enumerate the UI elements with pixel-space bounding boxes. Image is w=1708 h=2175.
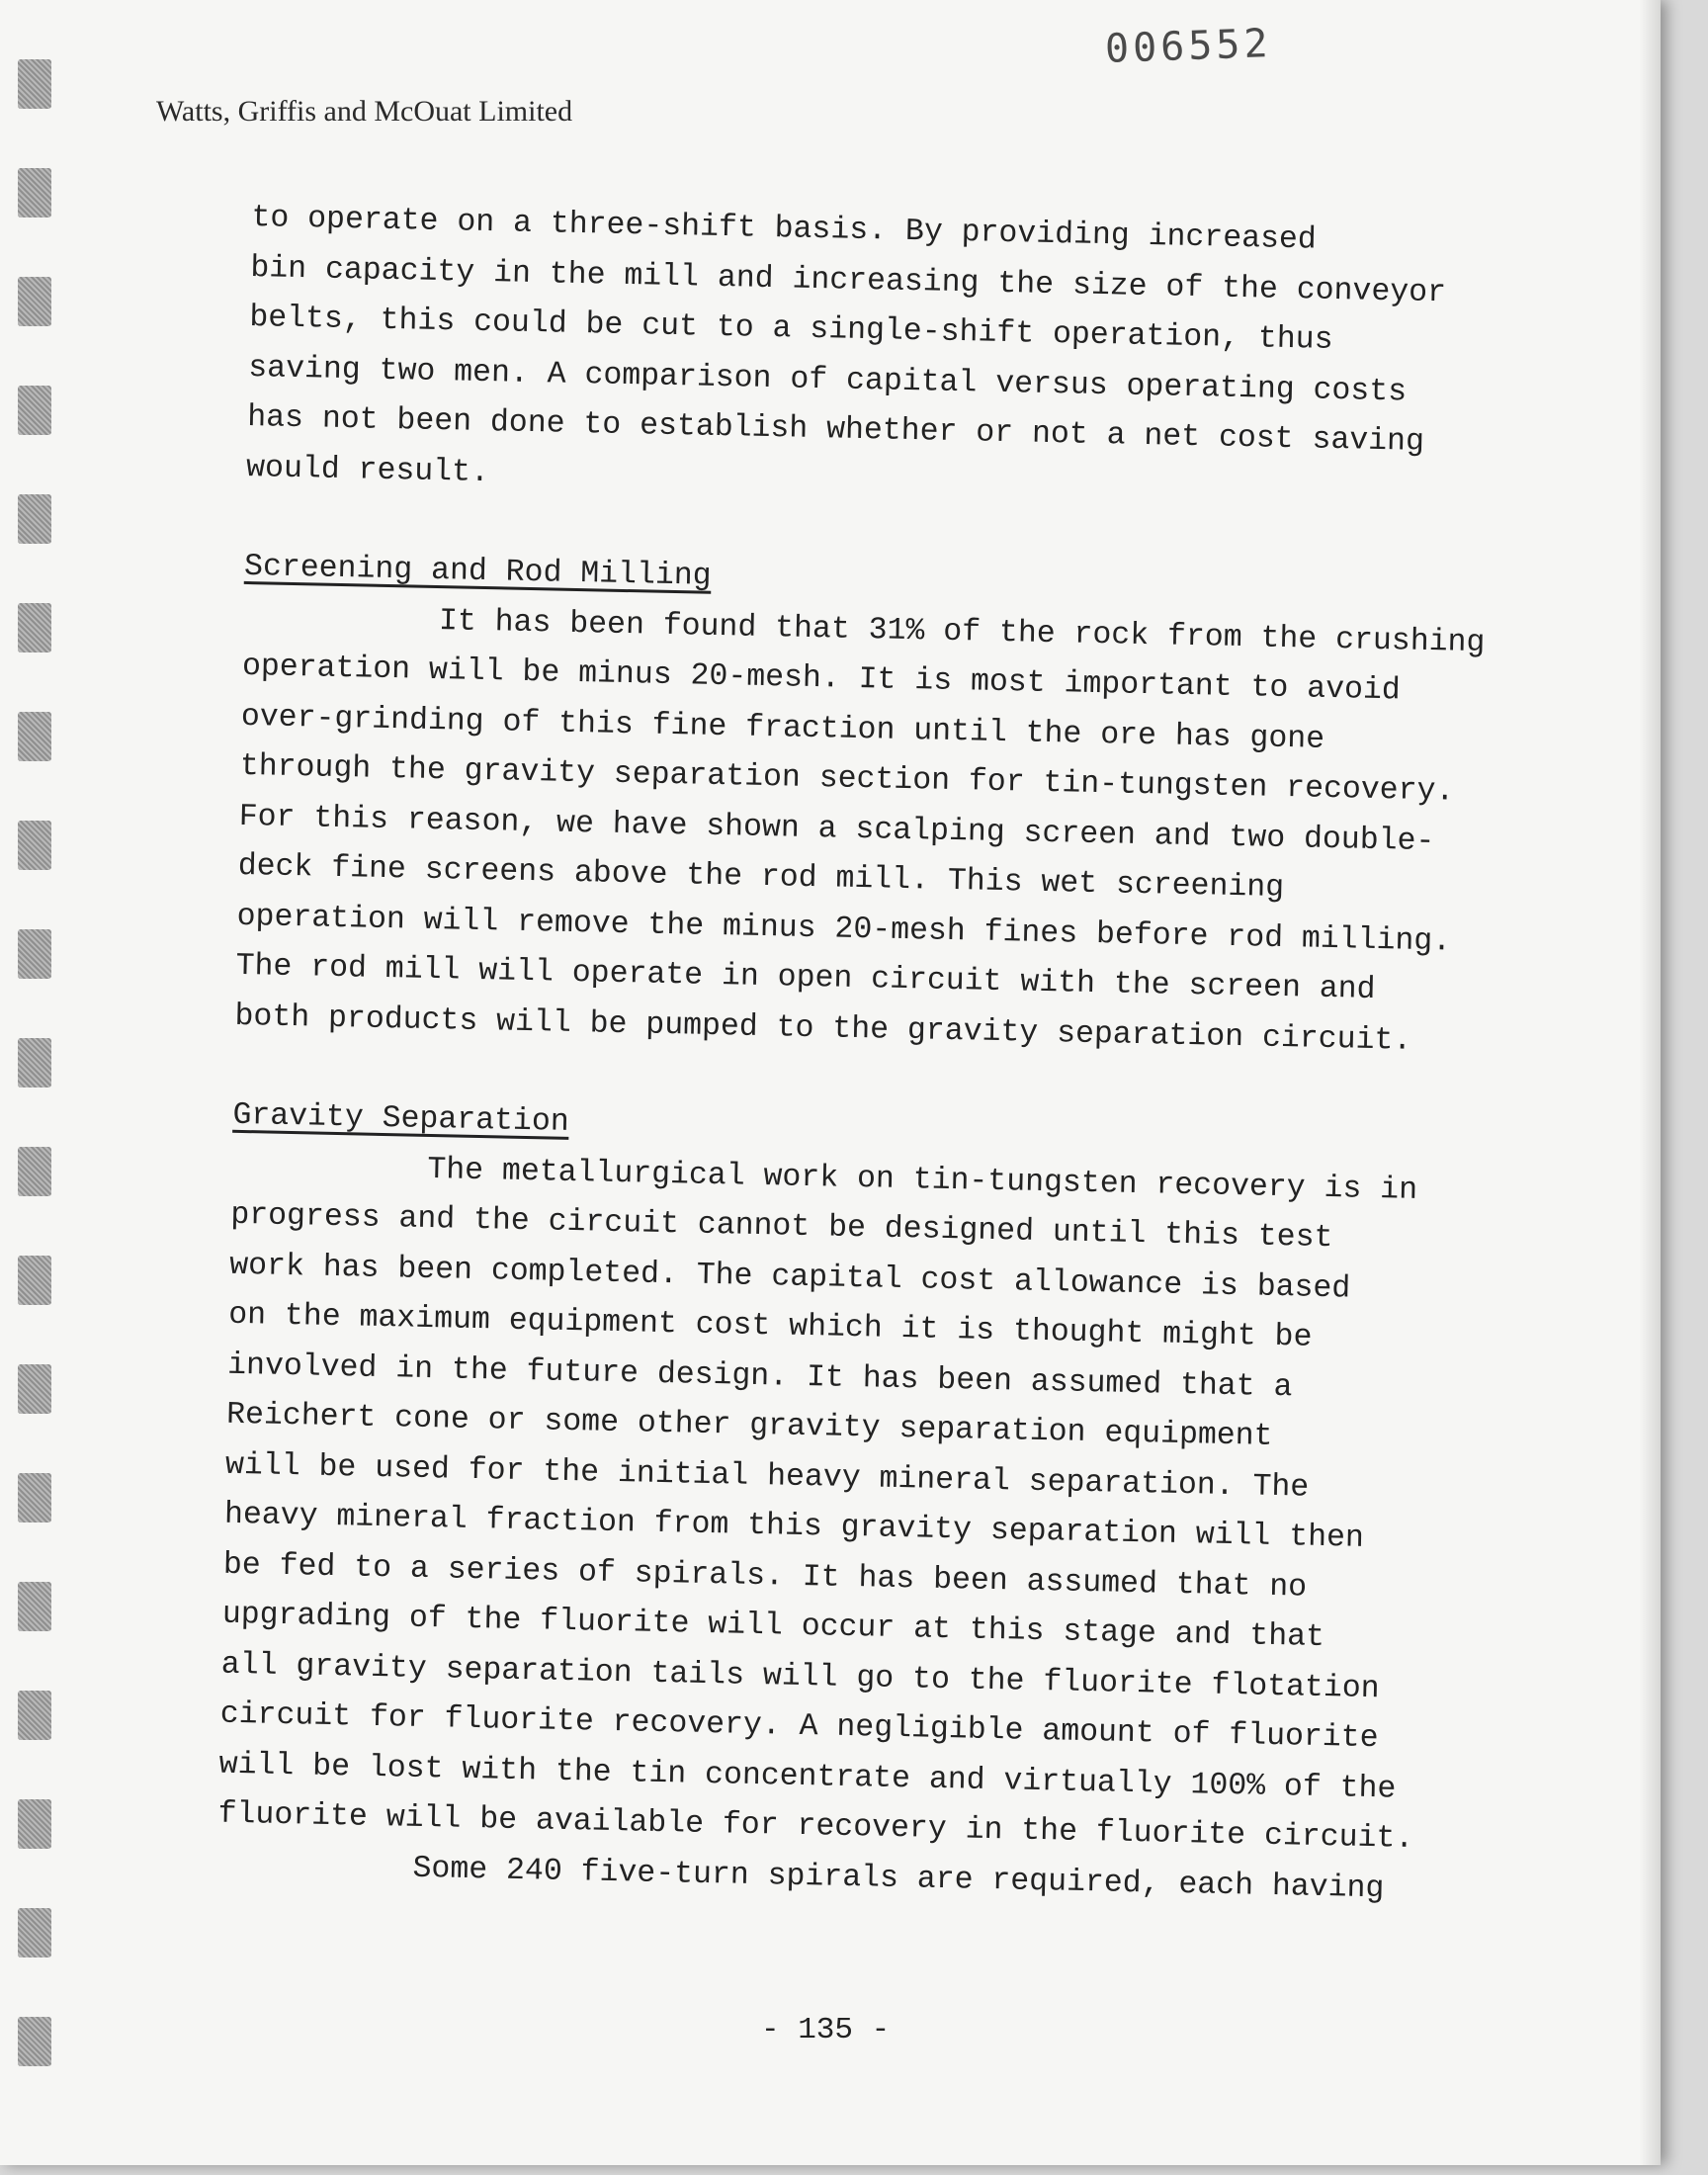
text-line: fluorite will be available for recovery in the fluorite circuit. (217, 1796, 1414, 1857)
binding-hole (18, 1908, 51, 1958)
text-line: be fed to a series of spirals. It has been assumed that no (222, 1547, 1308, 1606)
text-line: saving two men. A comparison of capital versus operating costs (247, 350, 1408, 410)
binding-hole (18, 1147, 51, 1196)
text-line: operation will remove the minus 20-mesh fines before rod milling. (236, 899, 1452, 960)
text-line: operation will be minus 20-mesh. It is most important to avoid (241, 649, 1402, 709)
binding-hole (18, 277, 51, 326)
binding-hole (18, 1582, 51, 1631)
binding-hole (18, 1038, 51, 1088)
text-line: The rod mill will operate in open circuit with the screen and (235, 948, 1376, 1007)
binding-hole (18, 168, 51, 218)
text-line: has not been done to establish whether or not a net cost saving (246, 399, 1425, 460)
text-line: work has been completed. The capital cost allowance is based (228, 1248, 1351, 1307)
page-number: - 135 - (761, 2013, 891, 2047)
text-line: to operate on a three-shift basis. By providing increased (251, 200, 1318, 258)
text-line: both products will be pumped to the gravity separation circuit. (234, 999, 1412, 1059)
binding-hole (18, 712, 51, 761)
text-line: heavy mineral fraction from this gravity separation will then (223, 1497, 1365, 1556)
text-line: upgrading of the fluorite will occur at this stage and that (221, 1597, 1325, 1656)
body-text (216, 194, 1586, 1918)
binding-hole (18, 929, 51, 979)
text-line: will be lost with the tin concentrate and virtually 100% of the (218, 1747, 1397, 1807)
text-line-indented: It has been found that 31% of the rock from the crushing (438, 603, 1486, 660)
text-line: deck fine screens above the rod mill. This wet screening (237, 848, 1285, 907)
binding-hole (18, 1364, 51, 1414)
text-line-indented: Some 240 five-turn spirals are required, each having (412, 1851, 1385, 1906)
text-line: through the gravity separation section for tin-tungsten recovery. (239, 748, 1455, 810)
text-line: would result. (245, 450, 490, 490)
text-line: progress and the circuit cannot be designed until this test (229, 1197, 1333, 1257)
binding-hole (18, 2017, 51, 2066)
text-line: all gravity separation tails will go to the fluorite flotation (220, 1647, 1380, 1706)
text-line: over-grinding of this fine fraction until the ore has gone (240, 699, 1325, 757)
text-line-indented: The metallurgical work on tin-tungsten recovery is in (427, 1152, 1418, 1208)
binding-hole (18, 1691, 51, 1740)
text-line: bin capacity in the mill and increasing the size of the conveyor (250, 250, 1447, 310)
text-line: Reichert cone or some other gravity separation equipment (225, 1397, 1273, 1454)
document-number: 006552 (1104, 21, 1273, 72)
binding-hole (18, 1473, 51, 1522)
section-heading: Screening and Rod Milling (243, 549, 712, 594)
binding-hole (18, 386, 51, 435)
text-line: belts, this could be cut to a single-shift operation, thus (249, 300, 1333, 358)
binding-hole (18, 59, 51, 109)
spiral-binding (8, 59, 67, 2116)
binding-hole (18, 603, 51, 652)
binding-hole (18, 821, 51, 870)
binding-hole (18, 1256, 51, 1305)
section-heading: Gravity Separation (232, 1097, 570, 1140)
text-line: involved in the future design. It has been assumed that a (226, 1348, 1293, 1405)
letterhead: Watts, Griffis and McOuat Limited (156, 95, 573, 128)
text-line: on the maximum equipment cost which it is thought might be (227, 1297, 1313, 1355)
text-line: circuit for fluorite recovery. A negligible amount of fluorite (219, 1696, 1379, 1757)
text-line: will be used for the initial heavy mineral separation. The (224, 1447, 1310, 1506)
binding-hole (18, 1799, 51, 1849)
binding-hole (18, 494, 51, 544)
text-line: For this reason, we have shown a scalping screen and two double- (238, 799, 1435, 859)
